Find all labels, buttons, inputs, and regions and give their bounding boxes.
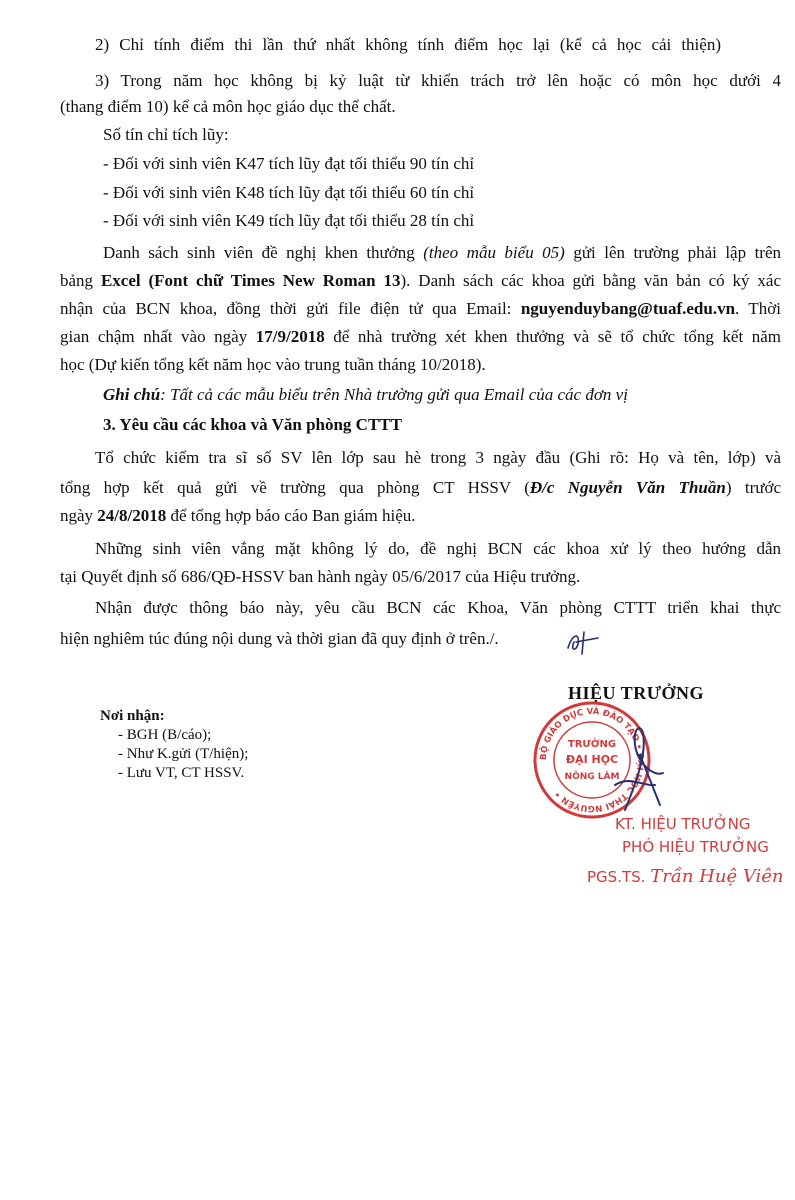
text: gửi lên trường phải lập trên (564, 243, 781, 262)
text: 3) Trong năm học không bị kỷ luật từ khiển trách trở lên hoặc có môn học dưới 4 (95, 71, 781, 90)
text: Danh sách sinh viên đề nghị khen thưởng (103, 243, 424, 262)
text: Số tín chỉ tích lũy: (103, 125, 229, 144)
text: nhận của BCN khoa, đồng thời gửi file điện tử qua Email: (60, 299, 521, 318)
text: Nhận được thông báo này, yêu cầu BCN các Khoa, Văn phòng CTTT triển khai thực (95, 598, 781, 617)
text: (thang điểm 10) kể cả môn học giáo dục thể chất. (60, 97, 396, 116)
text: - Đối với sinh viên K47 tích lũy đạt tối thiểu 90 tín chỉ (103, 154, 475, 173)
signature-name-line (587, 866, 784, 887)
signer-title: PGS.TS. (587, 868, 646, 886)
text: bảng (60, 271, 101, 290)
recipient-item: - BGH (B/cáo); (118, 727, 212, 743)
text: - Đối với sinh viên K49 tích lũy đạt tối thiểu 28 tín chỉ (103, 211, 475, 230)
para-line-16 (60, 473, 781, 502)
text: Những sinh viên vắng mặt không lý do, đề nghị BCN các khoa xử lý theo hướng dẫn (95, 539, 781, 558)
text: ngày (60, 506, 98, 525)
para-line-9 (60, 266, 781, 295)
seal-line-2: ĐẠI HỌC (565, 753, 619, 766)
recipients-title: Nơi nhận: (100, 708, 165, 724)
signature-deputy-line: PHÓ HIỆU TRƯỞNG (622, 838, 769, 856)
email-address: nguyenduybang@tuaf.edu.vn (520, 299, 736, 318)
text: ). Danh sách các khoa gửi bằng văn bản có ký xác (400, 271, 782, 290)
deadline-date: 17/9/2018 (255, 327, 325, 346)
handwritten-signature-icon (585, 715, 675, 815)
credits-k47 (103, 149, 795, 178)
text: để nhà trường xét khen thưởng và sẽ tổ chức tổng kết năm (324, 327, 781, 346)
para-line-19 (60, 562, 781, 591)
recipient-item: - Như K.gửi (T/hiện); (118, 746, 249, 762)
para-line-17 (60, 501, 781, 530)
recipients-block (100, 707, 248, 783)
para-line-12 (60, 350, 781, 379)
para-line-1 (95, 30, 721, 59)
report-date: 24/8/2018 (97, 506, 167, 525)
text: Tổ chức kiểm tra sĩ số SV lên lớp sau hè trong 3 ngày đầu (Ghi rõ: Họ và tên, lớp) và (95, 448, 781, 467)
note-text: : Tất cả các mẫu biểu trên Nhà trường gửi qua Email của các đơn vị (160, 385, 628, 404)
para-line-11 (60, 322, 781, 351)
seal-line-1: TRƯỜNG (567, 739, 617, 750)
signature-title: HIỆU TRƯỞNG (568, 683, 705, 703)
para-line-8 (103, 238, 781, 267)
excel-font-note: Excel (Font chữ Times New Roman 13 (100, 271, 401, 290)
text: để tổng hợp báo cáo Ban giám hiệu. (166, 506, 416, 525)
text: - Đối với sinh viên K48 tích lũy đạt tối thiểu 60 tín chỉ (103, 183, 475, 202)
credits-k49 (103, 206, 795, 235)
para-line-2 (95, 66, 781, 95)
form-ref: (theo mẫu biểu 05) (423, 243, 565, 262)
text: 2) Chỉ tính điểm thi lần thứ nhất không tính điểm học lại (kể cả học cải thiện) (95, 35, 721, 54)
credits-k48 (103, 178, 795, 207)
note-line (103, 380, 795, 409)
para-line-20 (95, 593, 781, 622)
text: học (Dự kiến tổng kết năm học vào trung tuần tháng 10/2018). (60, 355, 486, 374)
text: tổng hợp kết quả gửi về trường qua phòng CT HSSV ( (60, 478, 530, 497)
para-line-15 (95, 443, 781, 472)
seal-ring-text: BỘ GIÁO DỤC VÀ ĐÀO TẠO • ĐẠI HỌC THÁI NGUYÊN • (538, 706, 646, 814)
section-3-heading (103, 410, 795, 439)
text: ) trước (725, 478, 781, 497)
para-line-18 (95, 534, 781, 563)
text: 3. Yêu cầu các khoa và Văn phòng CTTT (103, 415, 402, 434)
para-line-3 (60, 92, 781, 121)
contact-person: Đ/c Nguyễn Văn Thuần (529, 478, 726, 497)
text: . Thời (735, 299, 781, 318)
initial-mark-icon (562, 624, 612, 658)
text: hiện nghiêm túc đúng nội dung và thời gian đã quy định ở trên./. (60, 629, 499, 648)
signer-name: Trần Huệ Viên (650, 866, 784, 887)
signature-kt-line: KT. HIỆU TRƯỞNG (615, 815, 751, 833)
credits-heading (103, 120, 795, 149)
text: tại Quyết định số 686/QĐ-HSSV ban hành ngày 05/6/2017 của Hiệu trưởng. (60, 567, 581, 586)
para-line-21 (60, 624, 781, 653)
text: gian chậm nhất vào ngày (60, 327, 256, 346)
seal-line-3: NÔNG LÂM (564, 772, 620, 782)
note-label: Ghi chú (103, 385, 161, 404)
recipient-item: - Lưu VT, CT HSSV. (118, 765, 245, 781)
para-line-10 (60, 294, 781, 323)
